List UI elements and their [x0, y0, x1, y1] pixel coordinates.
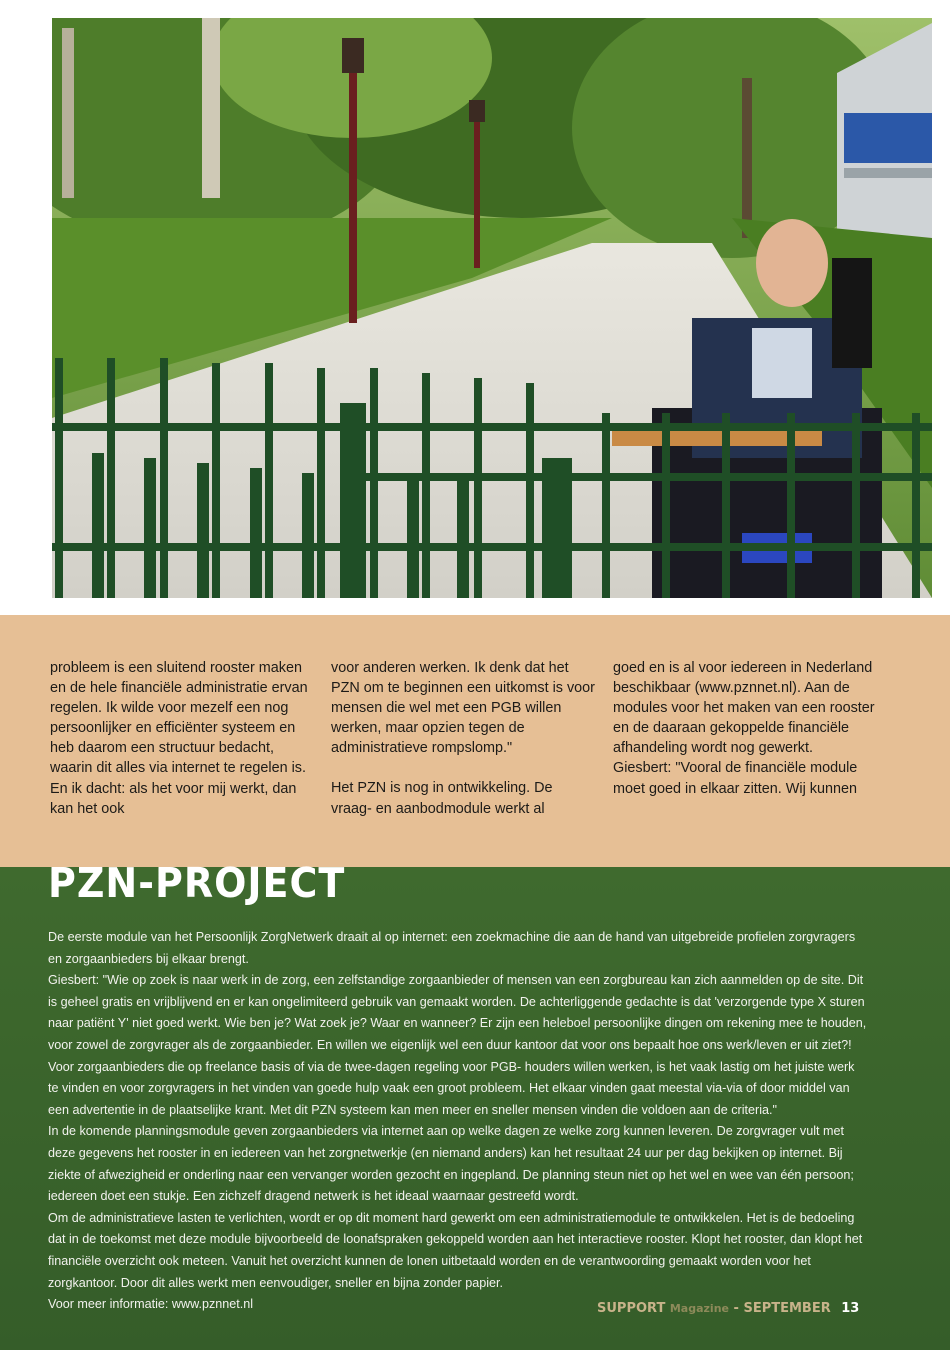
footer-separator: - [733, 1301, 739, 1316]
photo-icon [52, 18, 932, 598]
page-footer [597, 1301, 859, 1316]
issue-month: SEPTEMBER [743, 1301, 831, 1316]
column-paragraph: goed en is al voor iedereen in Nederland beschikbaar (www.pznnet.nl). Aan de modules voor het maken van een rooster en de daaraan gekoppelde financiële afhandeling wordt nog gewerkt. [613, 660, 875, 757]
body-paragraph: De eerste module van het Persoonlijk ZorgNetwerk draait al op internet: een zoekmachine die aan de hand van uitgebreide profielen zorgvragers en zorgaanbieders bij elkaar brengt. [48, 930, 856, 966]
project-section [0, 859, 950, 1350]
column-paragraph: Giesbert: "Vooral de financiële module moet goed in elkaar zitten. Wij kunnen [613, 760, 858, 797]
body-paragraph: In de komende planningsmodule geven zorgaanbieders via internet aan op welke dagen ze welke zorg kunnen leveren. De zorgvrager vult met deze gegevens het rooster in en iedereen van het zorgnetwerkje (en niemand anders) kan het resultaat 24 uur per dag bekijken op internet. Bij ziekte of afwezigheid er onderling naar een vervanger worden gezocht en ingepland. De planning steun niet op het wel en wee van één persoon; iedereen doet een stukje. Een zichzelf dragend netwerk is het ideaal waarnaar gestreefd wordt. [48, 1124, 854, 1204]
page-number: 13 [841, 1301, 860, 1316]
section-body [48, 927, 868, 1316]
intro-text-band [0, 615, 950, 867]
column-paragraph: Het PZN is nog in ontwikkeling. De vraag- en aanbodmodule werkt al [331, 780, 553, 817]
column-paragraph: probleem is een sluitend rooster maken en de hele financiële administratie ervan regelen. Ik wilde voor mezelf een nog persoonlijker en efficiënter systeem en heb daarom een structuur bedacht, waarin dit alles via internet te regelen is. En ik dacht: als het voor mij werkt, dan kan het ook [50, 660, 308, 817]
body-paragraph: Om de administratieve lasten te verlichten, wordt er op dit moment hard gewerkt om een administratiemodule te ontwikkelen. Het is de bedoeling dat in de toekomst met deze module bijvoorbeeld de loonafspraken gekoppeld worden aan het interactieve rooster. Klopt het rooster, dan klopt het financiële overzicht ook meteen. Vanuit het overzicht kunnen de lonen uitbetaald worden en de verantwoording gemaakt worden voor het zorgkantoor. Door dit alles werkt men eenvoudiger, sneller en bijna zonder papier. [48, 1210, 863, 1290]
magazine-brand: SUPPORT [597, 1301, 666, 1316]
text-column-2 [331, 658, 596, 819]
body-paragraph: Giesbert: "Wie op zoek is naar werk in de zorg, een zelfstandige zorgaanbieder of mensen van een zorgbureau kan zich aanmelden op de site. Dit is geheel gratis en vrijblijvend en er kan ongelimiteerd gebruik van gemaakt worden. De achterliggende gedachte is dat 'verzorgende type X sturen naar patiënt Y' niet goed werkt. Wie ben je? Wat zoek je? Waar en wanneer? Er zijn een heleboel persoonlijke dingen om rekening mee te houden, voor zowel de zorgvrager als de zorgaanbieder. En willen we eigenlijk wel een duur kantoor dat voor ons bepaalt hoe ons werk/leven er uit ziet?! Voor zorgaanbieders die op freelance basis of via de twee-dagen regeling voor PGB- houders willen werken, is het vaak lastig om het juiste werk te vinden en voor zorgvragers in het vinden van goede hulp vaak een groot probleem. Het elkaar vinden gaat meestal via-via of door middel van een advertentie in de plaatselijke krant. Met dit PZN systeem kan men meer en sneller mensen vinden die voldoen aan de criteria." [48, 973, 867, 1117]
magazine-label: Magazine [669, 1302, 729, 1315]
article-photo [52, 18, 932, 598]
column-paragraph: voor anderen werken. Ik denk dat het PZN om te beginnen een uitkomst is voor mensen die wel met een PGB willen werken, maar opzien tegen de administratieve rompslomp." [331, 660, 595, 757]
more-info-line: Voor meer informatie: www.pznnet.nl [48, 1297, 254, 1312]
text-column-3 [613, 658, 883, 799]
text-column-1 [50, 658, 310, 819]
section-title: PZN-PROJECT [48, 859, 346, 907]
